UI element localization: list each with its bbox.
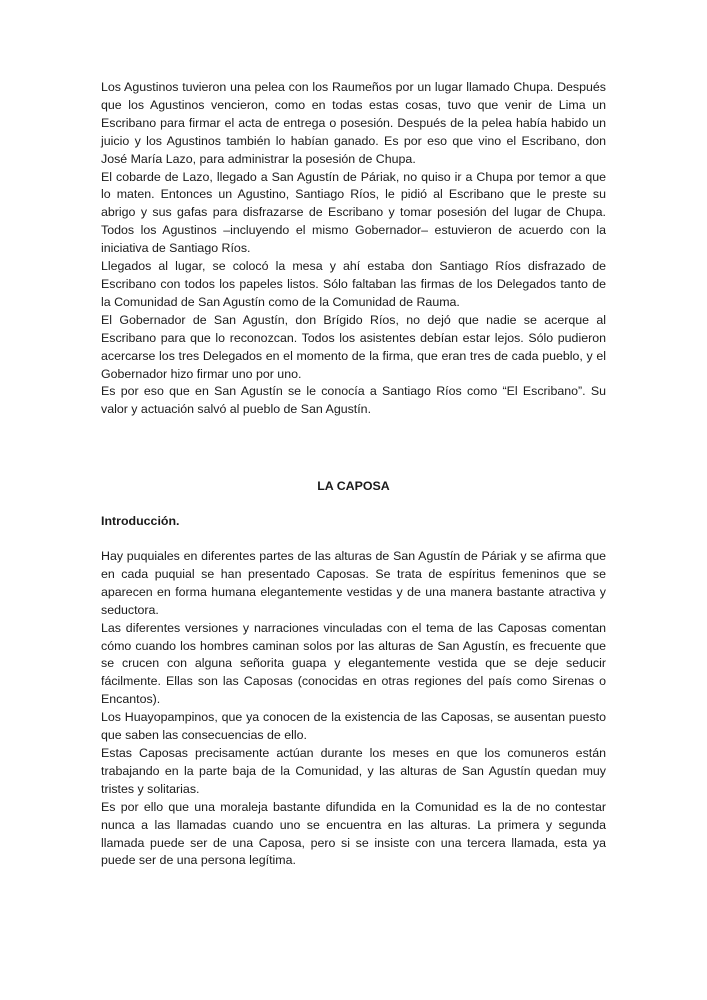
paragraph: Los Huayopampinos, que ya conocen de la existencia de las Caposas, se ausentan puesto que saben las consecuencias de ello. [101, 710, 606, 743]
paragraph: El cobarde de Lazo, llegado a San Agustín de Páriak, no quiso ir a Chupa por temor a que lo maten. Entonces un Agustino, Santiago Ríos, le pidió al Escribano que le preste su abrigo y sus gafas para disfrazarse de Escribano y tomar posesión del lugar de Chupa. Todos los Agustinos –incluyendo el mismo Gobernador– estuvieron de acuerdo con la iniciativa de Santiago Ríos. [101, 169, 606, 256]
story-text-block [101, 79, 606, 419]
paragraph: El Gobernador de San Agustín, don Brígido Ríos, no dejó que nadie se acerque al Escribano para que lo reconozcan. Todos los asistentes debían estar lejos. Sólo pudieron acercarse los tres Delegados en el momento de la firma, que eran tres de cada pueblo, y el Gobernador hizo firmar uno por uno. [101, 312, 606, 381]
paragraph: Las diferentes versiones y narraciones vinculadas con el tema de las Caposas comentan cómo cuando los hombres caminan solos por las alturas de San Agustín, es frecuente que se crucen con alguna señorita guapa y elegantemente vestida que se deje seducir fácilmente. Ellas son las Caposas (conocidas en otras regiones del país como Sirenas o Encantos). [101, 620, 606, 707]
paragraph: Los Agustinos tuvieron una pelea con los Raumeños por un lugar llamado Chupa. Después que los Agustinos vencieron, como en todas estas cosas, tuvo que venir de Lima un Escribano para firmar el acta de entrega o posesión. Después de la pelea había habido un juicio y los Agustinos también lo habían ganado. Es por eso que vino el Escribano, don José María Lazo, para administrar la posesión de Chupa. [101, 80, 606, 166]
section-subheading: Introducción. [101, 514, 180, 528]
paragraph: Es por ello que una moraleja bastante difundida en la Comunidad es la de no contestar nunca a las llamadas cuando uno se encuentra en las alturas. La primera y segunda llamada puede ser de una Caposa, pero si se insiste con una tercera llamada, esta ya puede ser de una persona legítima. [101, 799, 606, 868]
section-title: LA CAPOSA [317, 479, 390, 493]
paragraph: Estas Caposas precisamente actúan durante los meses en que los comuneros están trabajando en la parte baja de la Comunidad, y las alturas de San Agustín quedan muy tristes y solitarias. [101, 745, 606, 796]
paragraph: Llegados al lugar, se colocó la mesa y ahí estaba don Santiago Ríos disfrazado de Escribano con todos los papeles listos. Sólo faltaban las firmas de los Delegados tanto de la Comunidad de San Agustín como de la Comunidad de Rauma. [101, 259, 606, 309]
introduction-text-block [101, 548, 606, 870]
paragraph: Es por eso que en San Agustín se le conocía a Santiago Ríos como “El Escribano”. Su valor y actuación salvó al pueblo de San Agustín. [101, 384, 606, 417]
paragraph: Hay puquiales en diferentes partes de las alturas de San Agustín de Páriak y se afirma que en cada puquial se han presentado Caposas. Se trata de espíritus femeninos que se aparecen en forma humana elegantemente vestidas y de una manera bastante atractiva y seductora. [101, 549, 606, 617]
